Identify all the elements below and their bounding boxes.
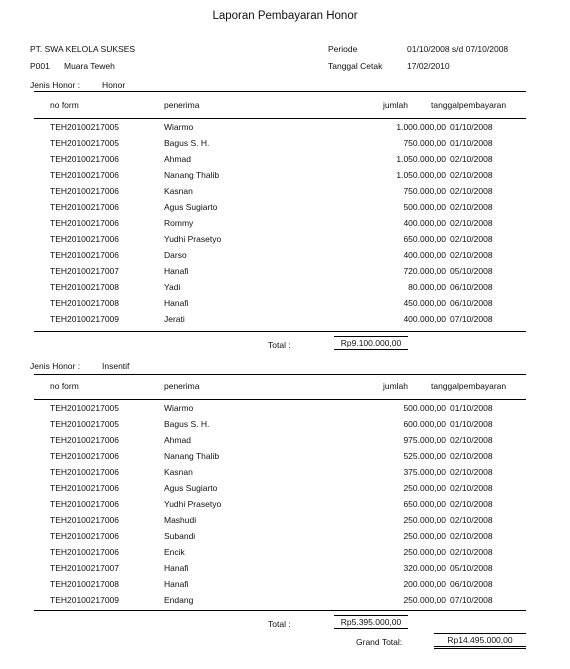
col-form-header: no form	[50, 381, 79, 391]
total-label: Total :	[268, 340, 291, 350]
cell-amount: 320.000,00	[403, 563, 446, 573]
table-row	[0, 593, 570, 609]
cell-amount: 450.000,00	[403, 298, 446, 308]
cell-recipient: Mashudi	[164, 515, 197, 525]
table-row	[0, 280, 570, 296]
cell-form-no: TEH20100217009	[50, 595, 120, 605]
section-honor-type: Honor	[102, 80, 126, 90]
grand-total-box	[434, 633, 526, 649]
company-name: PT. SWA KELOLA SUKSES	[30, 44, 136, 54]
table-row	[0, 136, 570, 152]
cell-recipient: Jerati	[164, 314, 185, 324]
table-row	[0, 120, 570, 136]
table-row	[0, 401, 570, 417]
cell-form-no: TEH20100217007	[50, 266, 120, 276]
section-divider	[34, 374, 526, 375]
cell-amount: 400.000,00	[403, 250, 446, 260]
cell-recipient: Yudhi Prasetyo	[164, 234, 222, 244]
col-name-header: penerima	[164, 100, 200, 110]
table-row	[0, 577, 570, 593]
cell-recipient: Ahmad	[164, 154, 191, 164]
table-row	[0, 513, 570, 529]
cell-payment-date: 02/10/2008	[450, 234, 493, 244]
cell-recipient: Nanang Thalib	[164, 451, 220, 461]
cell-recipient: Hanafi	[164, 298, 189, 308]
cell-form-no: TEH20100217005	[50, 122, 120, 132]
cell-form-no: TEH20100217009	[50, 314, 120, 324]
cell-form-no: TEH20100217008	[50, 298, 120, 308]
cell-form-no: TEH20100217008	[50, 282, 120, 292]
table-row	[0, 465, 570, 481]
table-row	[0, 184, 570, 200]
cell-recipient: Agus Sugiarto	[164, 483, 218, 493]
table-row	[0, 168, 570, 184]
table-row	[0, 200, 570, 216]
cell-amount: 250.000,00	[403, 515, 446, 525]
table-bottom-line	[34, 331, 526, 332]
table-row	[0, 561, 570, 577]
cell-form-no: TEH20100217006	[50, 234, 120, 244]
header-divider	[34, 118, 526, 119]
cell-form-no: TEH20100217006	[50, 186, 120, 196]
table-row	[0, 232, 570, 248]
cell-payment-date: 07/10/2008	[450, 595, 493, 605]
print-date-label: Tanggal Cetak	[328, 61, 383, 71]
section-honor-label: Jenis Honor :	[30, 80, 81, 90]
table-row	[0, 296, 570, 312]
cell-form-no: TEH20100217006	[50, 435, 120, 445]
cell-recipient: Rommy	[164, 218, 194, 228]
cell-payment-date: 06/10/2008	[450, 579, 493, 589]
cell-amount: 250.000,00	[403, 547, 446, 557]
cell-payment-date: 01/10/2008	[450, 419, 493, 429]
cell-recipient: Kasnan	[164, 186, 193, 196]
cell-recipient: Agus Sugiarto	[164, 202, 218, 212]
cell-payment-date: 02/10/2008	[450, 186, 493, 196]
table-row	[0, 312, 570, 328]
cell-recipient: Yudhi Prasetyo	[164, 499, 222, 509]
col-amount-header: jumlah	[382, 100, 408, 110]
table-row	[0, 449, 570, 465]
cell-payment-date: 06/10/2008	[450, 298, 493, 308]
cell-recipient: Bagus S. H.	[164, 138, 210, 148]
table-row	[0, 417, 570, 433]
cell-payment-date: 01/10/2008	[450, 122, 493, 132]
cell-amount: 720.000,00	[403, 266, 446, 276]
cell-amount: 250.000,00	[403, 531, 446, 541]
cell-form-no: TEH20100217006	[50, 218, 120, 228]
cell-payment-date: 01/10/2008	[450, 403, 493, 413]
cell-form-no: TEH20100217006	[50, 202, 120, 212]
table-row	[0, 216, 570, 232]
cell-form-no: TEH20100217006	[50, 250, 120, 260]
cell-recipient: Wiarmo	[164, 403, 194, 413]
total-value: Rp9.100.000,00	[334, 336, 408, 350]
cell-payment-date: 02/10/2008	[450, 202, 493, 212]
cell-amount: 975.000,00	[403, 435, 446, 445]
section-honor-type: Insentif	[102, 361, 130, 371]
cell-amount: 650.000,00	[403, 234, 446, 244]
table-row	[0, 545, 570, 561]
cell-form-no: TEH20100217006	[50, 531, 120, 541]
cell-amount: 750.000,00	[403, 138, 446, 148]
section-divider	[34, 91, 526, 92]
section-honor-label: Jenis Honor :	[30, 361, 81, 371]
total-label: Total :	[268, 619, 291, 629]
cell-payment-date: 02/10/2008	[450, 547, 493, 557]
cell-recipient: Subandi	[164, 531, 196, 541]
cell-form-no: TEH20100217006	[50, 451, 120, 461]
table-row	[0, 529, 570, 545]
col-form-header: no form	[50, 100, 79, 110]
table-bottom-line	[34, 610, 526, 611]
grand-total-label: Grand Total:	[356, 637, 403, 647]
cell-payment-date: 02/10/2008	[450, 250, 493, 260]
cell-amount: 525.000,00	[403, 451, 446, 461]
cell-payment-date: 02/10/2008	[450, 499, 493, 509]
cell-amount: 500.000,00	[403, 202, 446, 212]
cell-payment-date: 02/10/2008	[450, 218, 493, 228]
table-row	[0, 497, 570, 513]
cell-payment-date: 02/10/2008	[450, 531, 493, 541]
cell-amount: 1.000.000,00	[396, 122, 446, 132]
cell-amount: 80.000,00	[408, 282, 446, 292]
cell-recipient: Yadi	[164, 282, 181, 292]
cell-recipient: Ahmad	[164, 435, 191, 445]
cell-amount: 400.000,00	[403, 314, 446, 324]
cell-payment-date: 06/10/2008	[450, 282, 493, 292]
cell-payment-date: 07/10/2008	[450, 314, 493, 324]
header-divider	[34, 399, 526, 400]
cell-recipient: Darso	[164, 250, 187, 260]
total-value: Rp5.395.000,00	[334, 615, 408, 629]
cell-payment-date: 02/10/2008	[450, 467, 493, 477]
col-date-header: tanggalpembayaran	[431, 381, 507, 391]
grand-total-value: Rp14.495.000,00	[434, 633, 526, 649]
cell-recipient: Nanang Thalib	[164, 170, 220, 180]
cell-form-no: TEH20100217006	[50, 170, 120, 180]
cell-form-no: TEH20100217005	[50, 403, 120, 413]
table-row	[0, 248, 570, 264]
period-label: Periode	[328, 44, 358, 54]
cell-form-no: TEH20100217007	[50, 563, 120, 573]
cell-form-no: TEH20100217005	[50, 138, 120, 148]
cell-form-no: TEH20100217006	[50, 547, 120, 557]
cell-payment-date: 02/10/2008	[450, 154, 493, 164]
cell-recipient: Wiarmo	[164, 122, 194, 132]
cell-amount: 250.000,00	[403, 483, 446, 493]
cell-amount: 375.000,00	[403, 467, 446, 477]
cell-recipient: Hanafi	[164, 579, 189, 589]
cell-payment-date: 02/10/2008	[450, 451, 493, 461]
print-date-value: 17/02/2010	[407, 61, 450, 71]
cell-recipient: Encik	[164, 547, 185, 557]
cell-amount: 200.000,00	[403, 579, 446, 589]
table-row	[0, 264, 570, 280]
cell-recipient: Bagus S. H.	[164, 419, 210, 429]
cell-amount: 600.000,00	[403, 419, 446, 429]
cell-form-no: TEH20100217006	[50, 499, 120, 509]
cell-payment-date: 02/10/2008	[450, 515, 493, 525]
cell-payment-date: 02/10/2008	[450, 435, 493, 445]
cell-payment-date: 01/10/2008	[450, 138, 493, 148]
cell-payment-date: 02/10/2008	[450, 483, 493, 493]
cell-form-no: TEH20100217005	[50, 419, 120, 429]
cell-payment-date: 05/10/2008	[450, 266, 493, 276]
col-name-header: penerima	[164, 381, 200, 391]
cell-amount: 650.000,00	[403, 499, 446, 509]
cell-form-no: TEH20100217008	[50, 579, 120, 589]
company-code: P001	[30, 61, 50, 71]
cell-amount: 250.000,00	[403, 595, 446, 605]
cell-payment-date: 02/10/2008	[450, 170, 493, 180]
period-value: 01/10/2008 s/d 07/10/2008	[407, 44, 509, 54]
cell-form-no: TEH20100217006	[50, 154, 120, 164]
cell-form-no: TEH20100217006	[50, 483, 120, 493]
col-amount-header: jumlah	[382, 381, 408, 391]
cell-recipient: Endang	[164, 595, 194, 605]
cell-recipient: Hanafi	[164, 266, 189, 276]
table-row	[0, 481, 570, 497]
table-row	[0, 152, 570, 168]
table-row	[0, 433, 570, 449]
cell-amount: 1.050.000,00	[396, 154, 446, 164]
report-title: Laporan Pembayaran Honor	[212, 10, 358, 22]
cell-form-no: TEH20100217006	[50, 467, 120, 477]
cell-amount: 400.000,00	[403, 218, 446, 228]
cell-amount: 1.050.000,00	[396, 170, 446, 180]
total-value-box	[334, 615, 408, 629]
total-value-box	[334, 336, 408, 350]
cell-recipient: Kasnan	[164, 467, 193, 477]
cell-payment-date: 05/10/2008	[450, 563, 493, 573]
company-location: Muara Teweh	[64, 61, 115, 71]
col-date-header: tanggalpembayaran	[431, 100, 507, 110]
cell-amount: 750.000,00	[403, 186, 446, 196]
cell-form-no: TEH20100217006	[50, 515, 120, 525]
cell-amount: 500.000,00	[403, 403, 446, 413]
cell-recipient: Hanafi	[164, 563, 189, 573]
